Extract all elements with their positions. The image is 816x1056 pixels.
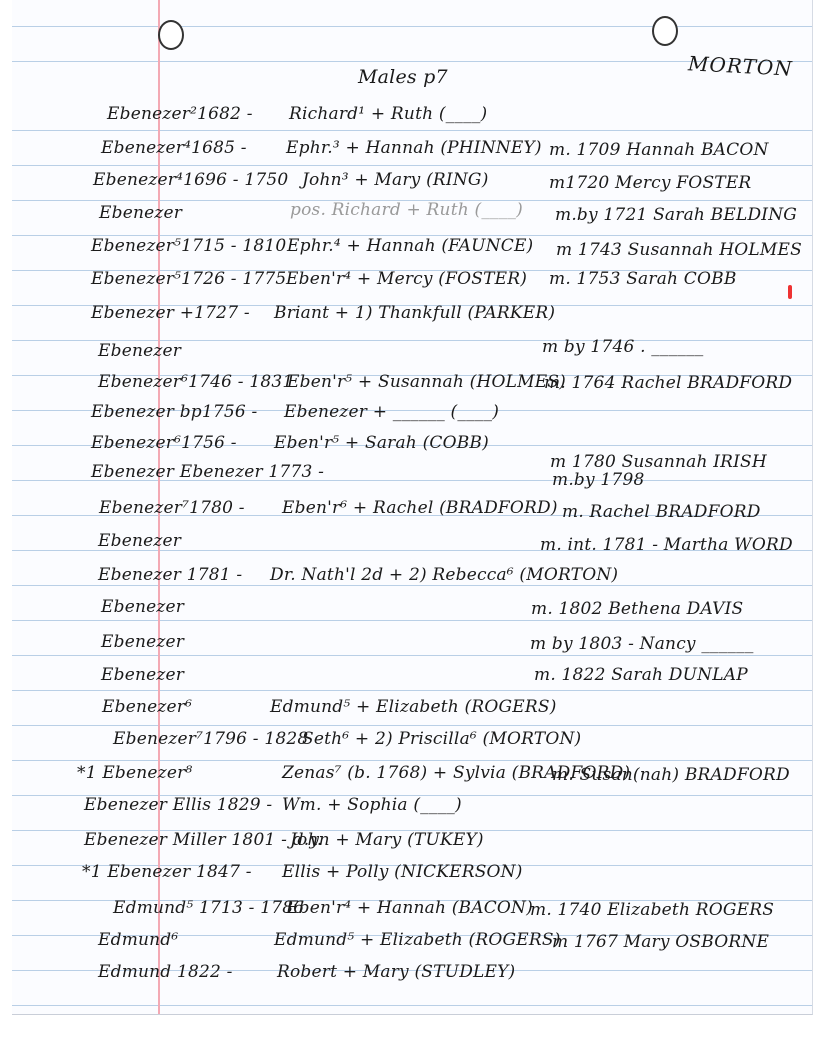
entry-name: Ebenezer Ebenezer 1773 -: [91, 462, 325, 482]
entry-parents: Edmund⁵ + Elizabeth (ROGERS): [270, 697, 557, 717]
entry-parents: pos. Richard + Ruth (____): [290, 200, 523, 220]
entry-parents: John³ + Mary (RING): [302, 170, 489, 190]
entry-name: Ebenezer Ellis 1829 -: [84, 795, 273, 815]
entry-marriage: m. Rachel BRADFORD: [562, 502, 761, 522]
red-ink-mark: [788, 285, 792, 299]
entry-name: Ebenezer: [98, 341, 182, 361]
entry-parents: Seth⁶ + 2) Priscilla⁶ (MORTON): [302, 729, 582, 749]
entry-parents: John + Mary (TUKEY): [290, 830, 484, 850]
entry-parents: Dr. Nath'l 2d + 2) Rebecca⁶ (MORTON): [270, 565, 619, 585]
entry-marriage: m. 1753 Sarah COBB: [549, 269, 737, 289]
punch-hole-right: [652, 16, 678, 46]
entry-parents: Eben'r⁵ + Susannah (HOLMES): [287, 372, 566, 392]
entry-parents: Zenas⁷ (b. 1768) + Sylvia (BRADFORD): [282, 763, 631, 783]
entry-parents: Richard¹ + Ruth (____): [289, 104, 488, 124]
entry-name: Ebenezer Miller 1801 - d.y.: [84, 830, 323, 850]
entry-parents: Eben'r⁴ + Mercy (FOSTER): [286, 269, 528, 289]
entry-parents: Eben'r⁴ + Hannah (BACON): [286, 898, 533, 918]
entry-name: Ebenezer⁷1796 - 1828: [113, 729, 309, 749]
entry-marriage: m 1743 Susannah HOLMES: [556, 240, 802, 260]
page-label: Males p7: [358, 66, 448, 88]
entry-name: Ebenezer: [99, 203, 183, 223]
entry-name: Ebenezer⁵1726 - 1775: [91, 269, 287, 289]
entry-name: Ebenezer²1682 -: [107, 104, 253, 124]
entry-parents: Wm. + Sophia (____): [282, 795, 462, 815]
entry-parents: Robert + Mary (STUDLEY): [277, 962, 516, 982]
entry-name: Edmund 1822 -: [98, 962, 233, 982]
entry-name: Ebenezer⁶: [102, 697, 193, 717]
entry-name: Ebenezer: [98, 531, 182, 551]
entry-name: Ebenezer⁷1780 -: [99, 498, 245, 518]
entry-marriage: m. 1709 Hannah BACON: [549, 140, 769, 160]
entry-name: Ebenezer⁶1746 - 1831: [98, 372, 294, 392]
entry-name: Ebenezer: [101, 632, 185, 652]
surname-heading: MORTON: [687, 51, 794, 81]
entry-name: Edmund⁵ 1713 - 1786: [113, 898, 305, 918]
entry-name: *1 Ebenezer⁸: [77, 763, 193, 783]
notebook-page: [12, 0, 813, 1015]
entry-parents: Ellis + Polly (NICKERSON): [282, 862, 523, 882]
entry-marriage: m. 1802 Bethena DAVIS: [531, 599, 744, 619]
entry-name: Ebenezer: [101, 597, 185, 617]
entry-name: Ebenezer⁴1696 - 1750: [93, 170, 289, 190]
entry-marriage: m 1767 Mary OSBORNE: [552, 932, 770, 952]
entry-parents: Ephr.⁴ + Hannah (FAUNCE): [287, 236, 534, 256]
entry-parents: Edmund⁵ + Elizabeth (ROGERS): [274, 930, 561, 950]
entry-name: Ebenezer: [101, 665, 185, 685]
entry-marriage: m. 1764 Rachel BRADFORD: [544, 373, 793, 393]
entry-marriage: m. 1740 Elizabeth ROGERS: [530, 900, 775, 920]
entry-parents: Ebenezer + ______ (____): [284, 402, 500, 422]
entry-parents: Eben'r⁶ + Rachel (BRADFORD): [282, 498, 558, 518]
entry-marriage: m. Susan(nah) BRADFORD: [552, 765, 790, 785]
entry-marriage: m by 1803 - Nancy ______: [530, 634, 754, 654]
entry-marriage: m1720 Mercy FOSTER: [549, 173, 752, 193]
entry-name: Edmund⁶: [98, 930, 179, 950]
entry-marriage: m. 1822 Sarah DUNLAP: [534, 665, 748, 685]
entry-parents: Eben'r⁵ + Sarah (COBB): [274, 433, 489, 453]
entry-name: Ebenezer 1781 -: [98, 565, 243, 585]
entry-marriage: m 1780 Susannah IRISH: [550, 452, 767, 472]
punch-hole-left: [158, 20, 184, 50]
entry-parents: Ephr.³ + Hannah (PHINNEY): [286, 138, 542, 158]
entry-name: Ebenezer⁵1715 - 1810: [91, 236, 287, 256]
entry-name: Ebenezer +1727 -: [91, 303, 250, 323]
entry-name: Ebenezer⁴1685 -: [101, 138, 247, 158]
entry-marriage: m by 1746 . ______: [542, 337, 704, 357]
entry-name: Ebenezer⁶1756 -: [91, 433, 237, 453]
entry-parents: Briant + 1) Thankfull (PARKER): [274, 303, 556, 323]
entry-marriage: m.by 1798: [552, 470, 645, 490]
entry-name: *1 Ebenezer 1847 -: [82, 862, 252, 882]
entry-name: Ebenezer bp1756 -: [91, 402, 258, 422]
entry-marriage: m.by 1721 Sarah BELDING: [555, 205, 798, 225]
entry-marriage: m. int. 1781 - Martha WORD: [540, 535, 793, 555]
